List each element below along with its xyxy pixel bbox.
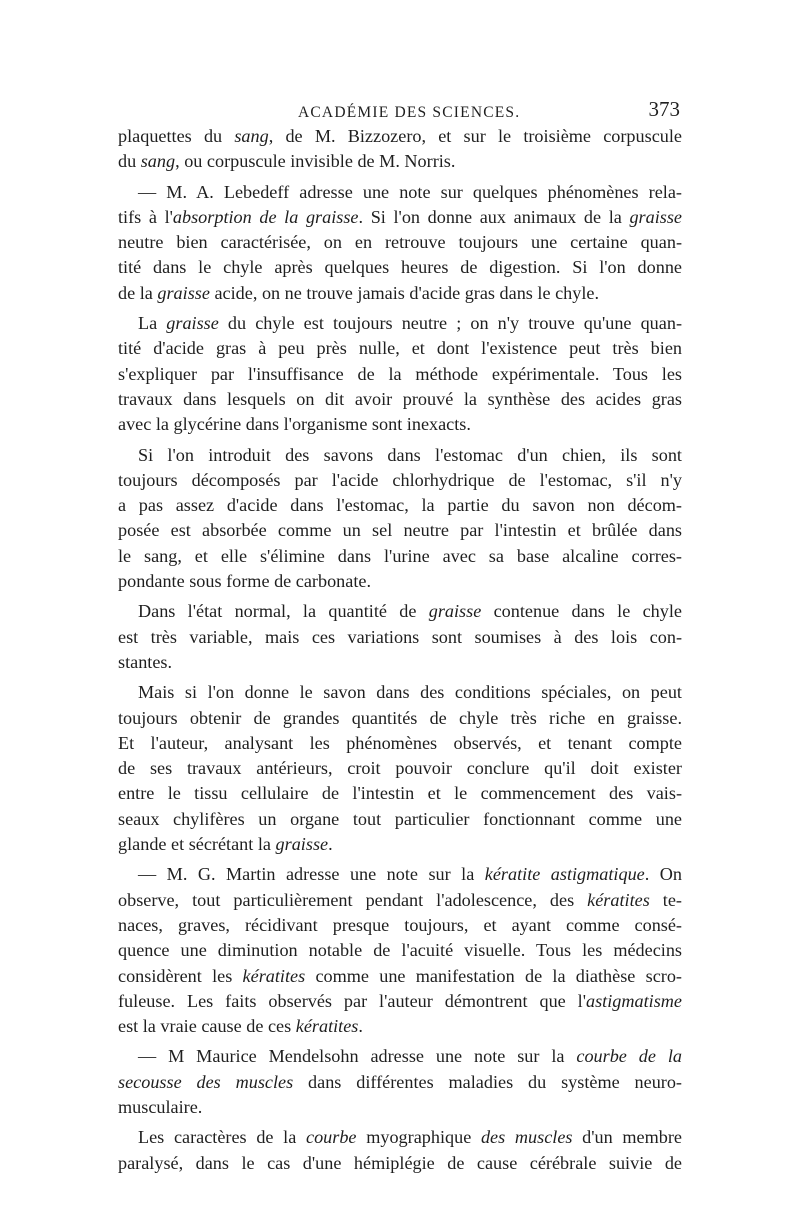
italic-term: des muscles (480, 1127, 573, 1148)
text-run: , de M. Bizzozero, et sur le troisième corpuscule (268, 126, 682, 146)
italic-term: graisse (428, 601, 482, 622)
italic-term: kératites (242, 965, 306, 986)
text-line (118, 124, 682, 149)
text-run: du chyle est toujours neutre ; on n'y trouve qu'une quan- (218, 313, 682, 334)
text-line (118, 311, 682, 336)
italic-term: astigmatisme (586, 990, 682, 1011)
text-run: Si l'on introduit des savons dans l'estomac d'un chien, ils sont (138, 444, 682, 465)
text-run: , ou corpuscule invisible de M. Norris. (175, 151, 456, 172)
text-line (118, 336, 682, 361)
text-run: glande et sécrétant la (118, 834, 276, 855)
text-run: . (328, 834, 333, 855)
italic-term: kératites (587, 889, 650, 910)
text-line (118, 913, 682, 938)
text-run: tité dans le chyle après quelques heures de digestion. Si l'on donne (118, 257, 682, 278)
text-line (118, 731, 682, 756)
text-run: Mais si l'on donne le savon dans des conditions spéciales, on peut (138, 682, 682, 703)
text-run: — M. A. Lebedeff adresse une note sur quelques phénomènes rela- (138, 181, 682, 202)
text-run: toujours décomposés par l'acide chlorhydrique de l'estomac, s'il n'y (118, 469, 682, 490)
text-run: . Si l'on donne aux animaux de la (358, 206, 630, 227)
italic-term: absorption de la graisse (172, 206, 359, 227)
text-line (118, 255, 682, 280)
text-line (118, 1070, 682, 1095)
text-run: comme une manifestation de la diathèse scro- (305, 965, 682, 986)
text-line (118, 938, 682, 963)
text-run: seaux chylifères un organe tout particulier fonctionnant comme une (118, 808, 682, 829)
text-run: d'un membre (572, 1127, 682, 1148)
text-run: entre le tissu cellulaire de l'intestin et le commencement des vais- (118, 783, 682, 804)
text-line (118, 387, 682, 412)
text-line (118, 862, 682, 887)
text-run: pondante sous forme de carbonate. (118, 571, 372, 592)
text-run: tité d'acide gras à peu près nulle, et dont l'existence peut très bien (118, 338, 682, 359)
text-run: de ses travaux antérieurs, croit pouvoir conclure qu'il doit exister (118, 758, 682, 779)
text-line (118, 964, 682, 989)
text-line (118, 650, 682, 675)
text-run: s'expliquer par l'insuffisance de la méthode expérimentale. Tous les (118, 363, 682, 384)
text-run: toujours obtenir de grandes quantités de chyle très riche en graisse. (118, 707, 682, 728)
text-run: plaquettes du (118, 126, 235, 146)
italic-term: sang (140, 151, 176, 172)
italic-term: courbe de la (576, 1046, 682, 1067)
text-line (118, 756, 682, 781)
text-line (118, 362, 682, 387)
text-run: La (138, 313, 167, 334)
text-line (118, 1095, 682, 1120)
italic-term: graisse (157, 282, 210, 303)
text-run: naces, graves, récidivant presque toujours, et ayant comme consé- (118, 914, 682, 935)
italic-term: courbe (306, 1127, 357, 1148)
text-line (118, 807, 682, 832)
text-run: le sang, et elle s'élimine dans l'urine avec sa base alcaline corres- (118, 545, 682, 566)
text-line (118, 888, 682, 913)
text-line (118, 599, 682, 624)
text-run: avec la glycérine dans l'organisme sont inexacts. (118, 414, 471, 435)
text-line (118, 412, 682, 437)
page-header (118, 96, 682, 126)
text-run: acide, on ne trouve jamais d'acide gras dans le chyle. (209, 282, 600, 303)
text-line (118, 443, 682, 468)
italic-term: graisse (166, 313, 219, 334)
italic-term: sang (234, 126, 269, 146)
text-run: contenue dans le chyle (481, 601, 682, 622)
text-line (118, 149, 682, 174)
text-run: myographique (356, 1127, 481, 1148)
text-line (118, 625, 682, 650)
text-run: est la vraie cause de ces (118, 1016, 296, 1037)
text-line (118, 230, 682, 255)
text-run: musculaire. (118, 1096, 203, 1117)
text-run: Dans l'état normal, la quantité de (138, 601, 429, 622)
italic-term: secousse des muscles (118, 1071, 294, 1092)
text-run: paralysé, dans le cas d'une hémiplégie de cause cérébrale suivie de (118, 1152, 682, 1173)
text-line (118, 706, 682, 731)
text-line (118, 989, 682, 1014)
text-line (118, 569, 682, 594)
text-run: du (118, 151, 141, 172)
text-run: tifs à l' (118, 206, 173, 227)
text-run: travaux dans lesquels on dit avoir prouvé la synthèse des acides gras (118, 388, 682, 409)
text-run: a pas assez d'acide dans l'estomac, la partie du savon non décom- (118, 495, 682, 516)
text-line (118, 1044, 682, 1069)
text-line (118, 1014, 682, 1039)
text-run: considèrent les (118, 965, 243, 986)
text-line (118, 518, 682, 543)
text-line (118, 180, 682, 205)
text-run: te- (649, 889, 682, 910)
italic-term: graisse (275, 834, 329, 855)
running-title: ACADÉMIE DES SCIENCES. (298, 104, 521, 121)
text-run: est très variable, mais ces variations sont soumises à des lois con- (118, 626, 682, 647)
text-line (118, 781, 682, 806)
text-line (118, 281, 682, 306)
text-run: . (358, 1016, 363, 1037)
italic-term: kératite astigmatique (484, 864, 645, 885)
body-text (118, 124, 682, 1176)
italic-term: kératites (295, 1016, 359, 1037)
text-run: observe, tout particulièrement pendant l'adolescence, des (118, 889, 588, 910)
text-run: — M. G. Martin adresse une note sur la (138, 864, 485, 885)
text-line (118, 1151, 682, 1176)
text-run: . On (644, 864, 682, 885)
text-run: dans différentes maladies du système neuro- (293, 1071, 682, 1092)
text-run: Les caractères de la (138, 1127, 306, 1148)
text-run: posée est absorbée comme un sel neutre par l'intestin et brûlée dans (118, 520, 682, 541)
text-line (118, 680, 682, 705)
text-run: neutre bien caractérisée, on en retrouve toujours une certaine quan- (118, 232, 682, 253)
text-line (118, 544, 682, 569)
page-number: 373 (648, 97, 680, 121)
italic-term: graisse (629, 206, 682, 227)
text-line (118, 832, 682, 857)
text-run: quence une diminution notable de l'acuité visuelle. Tous les médecins (118, 940, 682, 961)
text-run: de la (118, 282, 158, 303)
text-run: Et l'auteur, analysant les phénomènes observés, et tenant compte (118, 732, 682, 753)
text-run: — M Maurice Mendelsohn adresse une note sur la (138, 1046, 577, 1067)
text-run: stantes. (118, 651, 173, 672)
text-line (118, 1125, 682, 1150)
text-line (118, 493, 682, 518)
text-line (118, 468, 682, 493)
text-line (118, 205, 682, 230)
text-run: fuleuse. Les faits observés par l'auteur démontrent que l' (118, 990, 586, 1011)
